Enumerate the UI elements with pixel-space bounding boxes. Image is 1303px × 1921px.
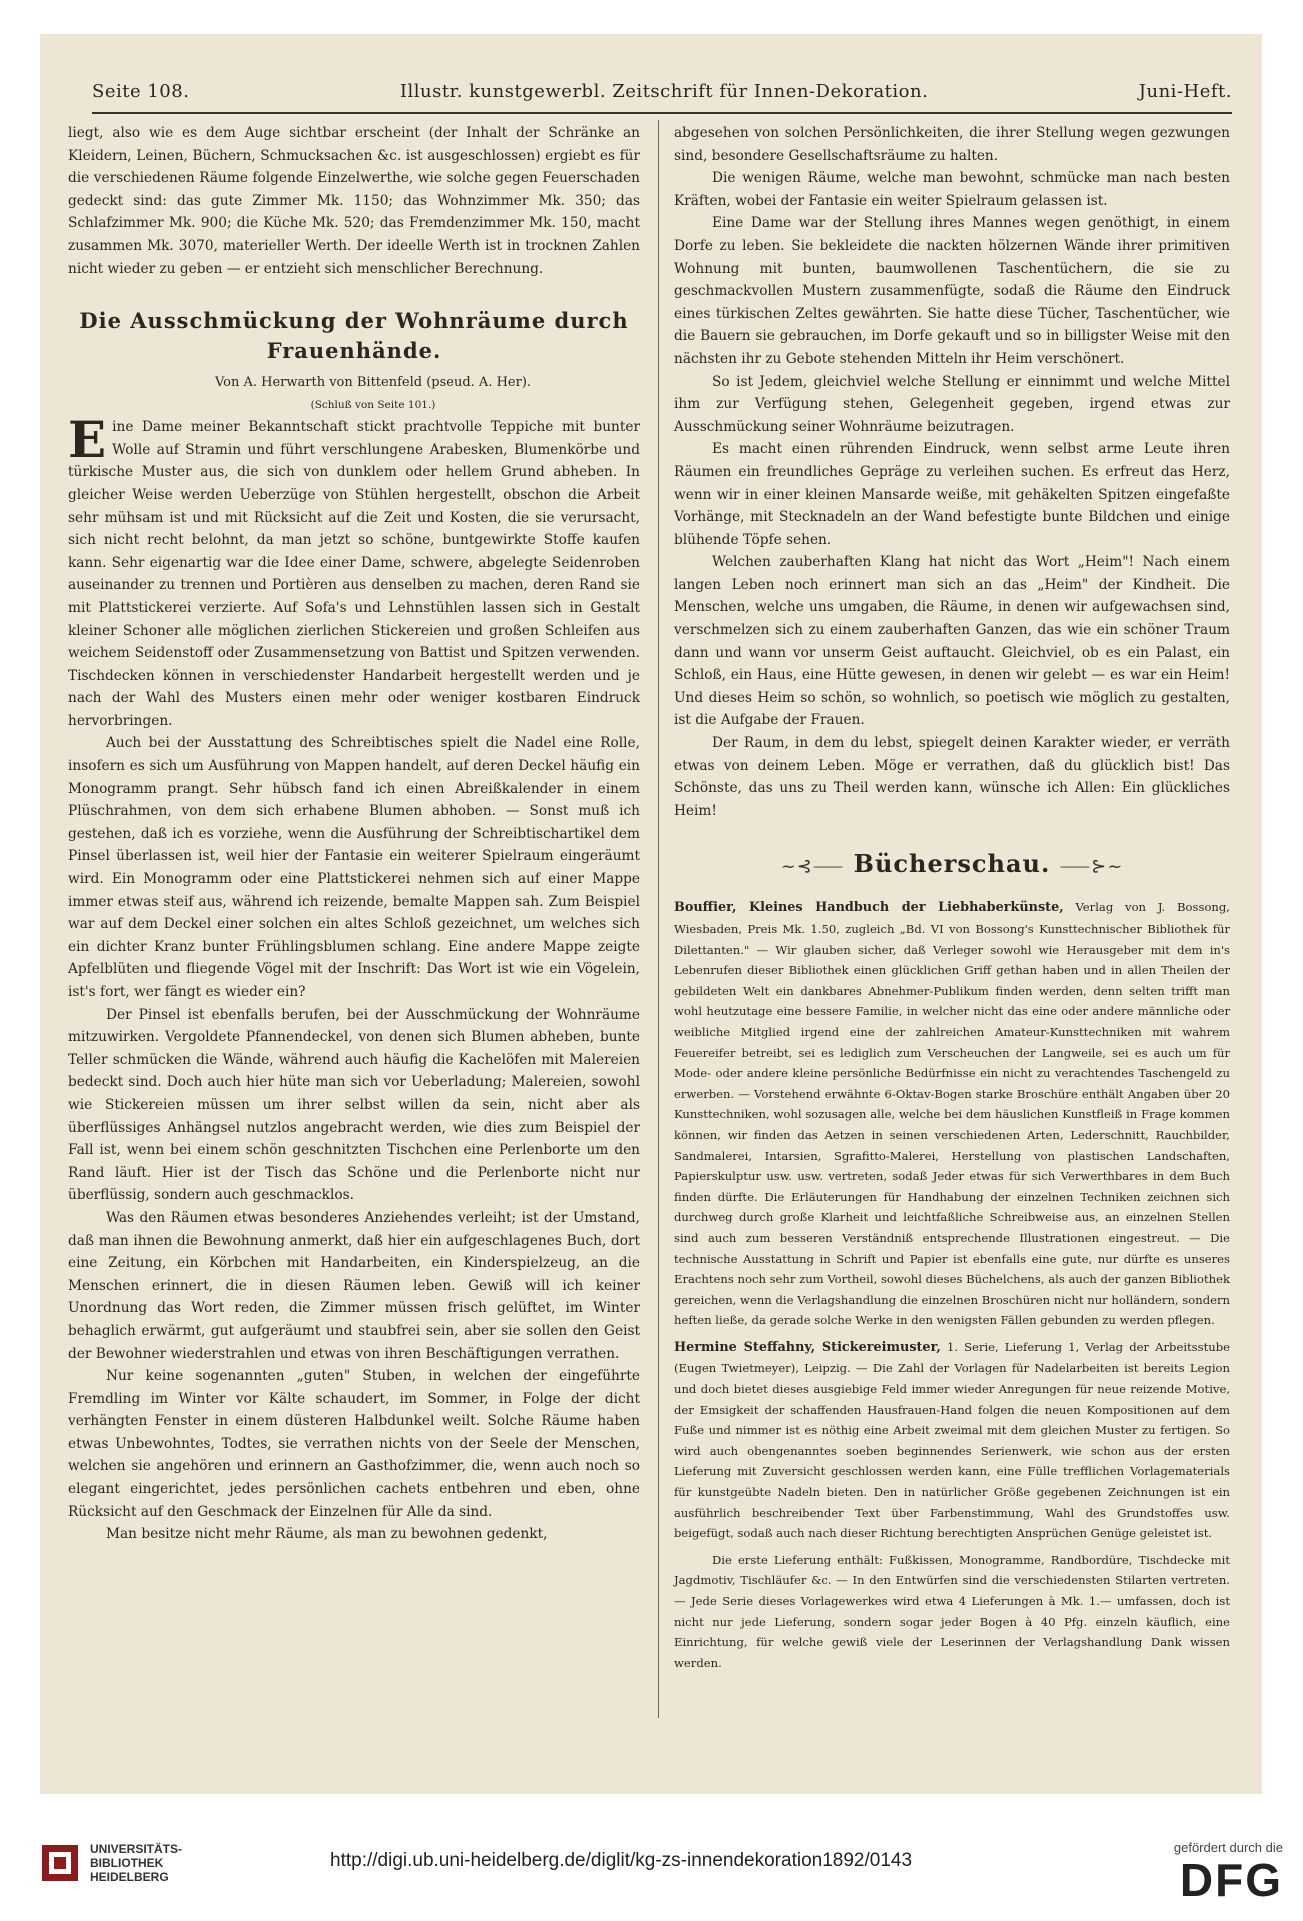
- library-name: [90, 1842, 182, 1884]
- paragraph: Die wenigen Räume, welche man bewohnt, schmücke man nach besten Kräften, wobei der Fantasie ein weiter Spielraum gelassen ist.: [674, 170, 1230, 209]
- library-seal-icon: [40, 1843, 80, 1883]
- article-title: Die Ausschmückung der Wohnräume durch Frauenhände.: [79, 308, 629, 364]
- paragraph: Nur keine sogenannten „guten" Stuben, in welchen der eingeführte Fremdling im Winter vor Kälte schaudert, im Sommer, in Folge der dicht verhängten Fenster in einem düsteren Halbdunkel weilt. Solche Räume haben etwas Unbewohntes, Todtes, sie verrathen nichts von der Seele der Menschen, welchen sie angehören und erinnern an Gasthofzimmer, die, wenn auch noch so elegant eingerichtet, jedes persönlichen cachets entbehren und eben, ohne Rücksicht auf den Geschmack der Einzelnen für Alle da sind.: [68, 1368, 640, 1520]
- column-divider: [658, 120, 659, 1718]
- paragraph: [68, 410, 640, 732]
- university-library-logo[interactable]: [40, 1842, 182, 1884]
- review-continuation: Die erste Lieferung enthält: Fußkissen, Monogramme, Randbordüre, Tischdecke mit Jagdmotiv, Tischläufer &c. — In den Entwürfen sind die verschiedensten Stilarten vertreten. — Jede Serie dieses Vorlagewerkes wird etwa 4 Lieferungen à Mk. 1.— umfassen, doch ist nicht nur jede Lieferung, sondern sogar jeder Bogen à 40 Pfg. einzeln käuflich, eine Einrichtung, für welche gewiß viele der Leserinnen der Verlagshandlung Dank wissen werden.: [674, 1552, 1230, 1670]
- paragraph: Eine Dame war der Stellung ihres Mannes wegen genöthigt, in einem Dorfe zu leben. Sie bekleidete die nackten hölzernen Wände ihrer primitiven Wohnung mit bunten, baumwollenen Taschentüchern, die sie zu geschmackvollen Mustern zusammenfügte, sodaß die Räume den Eindruck eines türkischen Zeltes gewährten. Sie hatte diese Tücher, Taschentücher, wie die Bauern sie gebrauchen, im Dorfe gekauft und so in billigster Weise mit den nächsten ihr zu Gebote stehenden Mitteln ihr Heim verschönert.: [674, 215, 1230, 367]
- paragraph: Welchen zauberhaften Klang hat nicht das Wort „Heim"! Nach einem langen Leben noch erinnert man sich an das „Heim" der Kindheit. Die Menschen, welche uns umgaben, die Räume, in denen wir aufgewachsen sind, verschmelzen sich zu einem zauberhaften Ganzen, das wie ein schöner Traum dann und wann vor unserm Geist auftaucht. Gleichviel, ob es ein Palast, ein Schloß, ein Haus, eine Hütte gewesen, in denen wir gelebt — es war ein Heim! Und dieses Heim so schön, so wohnlich, so poetisch wie möglich zu gestalten, ist die Aufgabe der Frauen.: [674, 554, 1230, 729]
- paragraph: So ist Jedem, gleichviel welche Stellung er einnimmt und welche Mittel ihm zur Verfügung stehen, Gelegenheit gegeben, irgend etwas zur Ausschmückung seiner Wohnräume beizutragen.: [674, 373, 1230, 435]
- ornament-right-icon: ⸺⊱~: [1059, 856, 1124, 878]
- review-entry: [674, 1337, 1230, 1544]
- ornament-left-icon: ~⊰⸺: [780, 856, 845, 878]
- dfg-credit[interactable]: [1174, 1840, 1283, 1905]
- review-text: 1. Serie, Lieferung 1, Verlag der Arbeitsstube (Eugen Twietmeyer), Leipzig. — Die Zahl der Vorlagen für Nadelarbeiten ist bereits Legion und doch bietet dieses ausgiebige Feld immer wieder Anregungen für neue reizende Motive, der Emsigkeit der schaffenden Hausfrauen-Hand folgen die neuen Kompositionen auf dem Fuße und nimmer ist es nöthig eine Arbeit zweimal mit dem gleichen Muster zu fertigen. So wird auch obengenanntes soeben beginnendes Serienwerk, wie schon aus der ersten Lieferung mit Zuversicht geschlossen werden kann, eine Fülle trefflichen Vorlagematerials für kunstgeübte Nadeln bieten. Den in natürlicher Größe gegebenen Zeichnungen ist ein ausführlich beschreibender Text über Farbenstimmung, Wahl des Grundstoffes usw. beigefügt, sodaß auch nach dieser Richtung berechtigten Ansprüchen Genüge geleistet ist.: [674, 1339, 1230, 1541]
- scanned-page: [40, 34, 1262, 1794]
- section-title-text: Bücherschau.: [853, 849, 1051, 879]
- drop-cap: E: [68, 410, 107, 470]
- library-name-line: UNIVERSITÄTS-: [90, 1842, 183, 1856]
- paragraph: Auch bei der Ausstattung des Schreibtisches spielt die Nadel eine Rolle, insofern es sich um Ausführung von Mappen handelt, auf deren Deckel häufig ein Monogramm prangt. Sehr hübsch fand ich einen Abreißkalender in einem Plüschrahmen, von dem sich erhabene Blumen abhoben. — Sonst muß ich gestehen, daß ich es vorziehe, wenn die Ausführung der Schreibtischartikel dem Pinsel überlassen ist, weil hier der Fantasie ein weiterer Spielraum eingeräumt wird. Ein Monogramm oder eine Plattstickerei nehmen sich auf einer Mappe immer etwas steif aus, während ich reizende, bemalte Mappen sah. Zum Beispiel war auf dem Deckel einer solchen ein altes Schloß gezeichnet, um welches sich ein dichter Kranz bunter Frühlingsblumen schlang. Eine andere Mappe zeigte Apfelblüten und fliegende Vögel mit der Inschrift: Das Wort ist wie ein Vögelein, ist's fort, wer fängt es wieder ein?: [68, 735, 640, 1000]
- review-heading: Hermine Steffahny, Stickereimuster,: [674, 1339, 941, 1355]
- paragraph: Der Pinsel ist ebenfalls berufen, bei der Ausschmückung der Wohnräume mitzuwirken. Vergoldete Pfannendeckel, von denen sich Blumen abheben, bunte Teller schmücken die Wände, während auch häufig die Kachelöfen mit Malereien bedeckt sind. Doch auch hier hüte man sich vor Ueberladung; Malereien, sowohl wie Stickereien müssen um ihrer selbst willen da sein, nicht aber als überflüssiges Anhängsel nutzlos angebracht werden, wie dies zum Beispiel der Fall ist, wenn bei einem schön geschnitzten Tischchen eine Perlenborte um den Rand läuft. Hier ist der Tisch das Schöne und die Perlenborte nicht nur überflüssig, sondern auch geschmacklos.: [68, 1006, 640, 1204]
- review-heading: Bouffier, Kleines Handbuch der Liebhaberkünste,: [674, 900, 1064, 916]
- header-rule: [92, 112, 1232, 114]
- right-column: [674, 122, 1230, 1673]
- paragraph-text: ine Dame meiner Bekanntschaft stickt prachtvolle Teppiche mit bunter Wolle auf Stramin und führt verschlungene Arabesken, Blumenkörbe und türkische Muster aus, die sich von dunklem oder hellem Grund abheben. In gleicher Weise werden Ueberzüge von Stühlen hergestellt, obschon die Arbeit sehr mühsam ist und mit Rücksicht auf die Zeit und Kosten, die sie verursacht, sich nicht recht belohnt, da man jetzt so schöne, buntgewirkte Stoffe kaufen kann. Sehr eigenartig war die Idee einer Dame, schwere, abgelegte Seidenroben auseinander zu trennen und Portièren aus denselben zu machen, deren Rand sie mit Plattstickerei verzierte. Auf Sofa's und Lehnstühlen lassen sich in Gestalt kleiner Schoner alle möglichen zierlichen Stickereien und großen Schleifen aus weichem Seidenstoff oder Zusammensetzung von Battist und Spitzen verwenden. Tischdecken können in verschiedenster Handarbeit hergestellt werden und je nach der Wahl des Musters einen mehr oder weniger kostbaren Eindruck hervorbringen.: [68, 419, 640, 729]
- review-text: Verlag von J. Bossong, Wiesbaden, Preis Mk. 1.50, zugleich „Bd. VI von Bossong's Kunsttechnischer Bibliothek für Dilettanten." — Wir glauben sicher, daß Verleger sowohl wie Herausgeber mit dem in's Lebenrufen dieser Bibliothek einen glücklichen Griff gethan haben und in allen Theilen der gebildeten Welt ein dankbares Abnehmer-Publikum finden werden, denn selten trifft man wohl heutzutage eine bessere Familie, in welcher nicht das eine oder andere männliche oder weibliche Mitglied irgend eine der zahlreichen Amateur-Kunsttechniken mit wahrem Feuereifer betreibt, sei es lediglich zum Verscheuchen der Langweile, sei es auch um für Mode- oder andere kleine persönliche Bedürfnisse ein nicht zu verachtendes Taschengeld zu erwerben. — Vorstehend erwähnte 6-Oktav-Bogen starke Broschüre enthält Angaben über 20 Kunsttechniken, wohl sozusagen alle, welche bei dem häuslichen Kunstfleiß in Frage kommen können, wir finden das Aetzen in seinen verschiedenen Arten, Lederschnitt, Rauchbilder, Sandmalerei, Intarsien, Sgrafitto-Malerei, Herstellung von plastischen Landschaften, Papierskulptur usw. usw. vertreten, sodaß Jeder etwas für sich Verwerthbares in dem Buch finden dürfte. Die Erläuterungen für Handhabung der einzelnen Techniken zeichnen sich durchweg durch große Klarheit und leichtfaßliche Schreibweise aus, an einzelnen Stellen sind auch zum besseren Verständniß entsprechende Illustrationen eingestreut. — Die technische Ausstattung in Schrift und Papier ist ebenfalls eine gute, nur dürfte es unseres Erachtens noch sehr zum Vortheil, sowohl dieses Büchelchens, als auch der ganzen Bibliothek gereichen, wenn die Verlagshandlung die einzelnen Broschüren nicht nur holländern, sondern heften ließe, da gerade solche Werke in den wenigsten Fällen gebunden zu werden pflegen.: [674, 900, 1230, 1328]
- library-name-line: HEIDELBERG: [90, 1870, 169, 1884]
- paragraph: Man besitze nicht mehr Räume, als man zu bewohnen gedenkt,: [106, 1526, 548, 1543]
- intro-paragraph: liegt, also wie es dem Auge sichtbar erscheint (der Inhalt der Schränke an Kleidern, Leinen, Büchern, Schmucksachen &c. ist ausgeschlossen) ergiebt es für die verschiedenen Räume folgende Einzelwerthe, wie solche gegen Feuerschaden gedeckt sind: das gute Zimmer Mk. 1150; das Wohnzimmer Mk. 350; das Schlafzimmer Mk. 900; die Küche Mk. 520; das Fremdenzimmer Mk. 150, macht zusammen Mk. 3070, materieller Werth. Der ideelle Werth ist in trocknen Zahlen nicht wieder zu geben — er entzieht sich menschlicher Berechnung.: [68, 125, 640, 277]
- section-title: [674, 844, 1230, 887]
- left-column: [68, 122, 640, 1546]
- review-entry: [674, 897, 1230, 1330]
- byline: Von A. Herwarth von Bittenfeld (pseud. A. Her).: [214, 375, 532, 391]
- dfg-caption: gefördert durch die: [1173, 1840, 1283, 1855]
- paragraph: Es macht einen rührenden Eindruck, wenn selbst arme Leute ihren Räumen ein freundliches Gepräge zu verleihen suchen. Es erfreut das Herz, wenn wir in einer kleinen Mansarde weiße, mit gehäkelten Spitzen eingefaßte Vorhänge, mit Stecknadeln an der Wand befestigte bunte Bildchen und einige blühende Töpfe sehen.: [674, 441, 1230, 548]
- journal-title: Illustr. kunstgewerbl. Zeitschrift für Innen-Dekoration.: [399, 81, 929, 102]
- permalink-url[interactable]: http://digi.ub.uni-heidelberg.de/diglit/kg-zs-innendekoration1892/0143: [330, 1850, 913, 1871]
- paragraph: Was den Räumen etwas besonderes Anziehendes verleiht; ist der Umstand, daß man ihnen die Bewohnung anmerkt, daß hier ein aufgeschlagenes Buch, dort eine Zeitung, ein Körbchen mit Handarbeiten, ein Kinderspielzeug, an die Menschen erinnert, die in diesen Räumen leben. Gewiß will ich keiner Unordnung das Wort reden, die Zimmer müssen frisch gelüftet, im Winter behaglich erwärmt, gut aufgeräumt und staubfrei sein, aber sie sollen den Geist der Bewohner wiederstrahlen und etwas von ihren Beschäftigungen verrathen.: [68, 1209, 640, 1362]
- paragraph: Der Raum, in dem du lebst, spiegelt deinen Karakter wieder, er verräth etwas von deinem Leben. Möge er verrathen, daß du glücklich bist! Das Schönste, das uns zu Theil werden kann, wünsche ich Allen: Ein glückliches Heim!: [674, 735, 1230, 819]
- dfg-logo: DFG: [1179, 1854, 1283, 1906]
- library-name-line: BIBLIOTHEK: [90, 1856, 164, 1870]
- page-number: Seite 108.: [92, 81, 190, 102]
- continuation-note: (Schluß von Seite 101.): [310, 399, 436, 412]
- issue-label: Juni-Heft.: [1138, 81, 1232, 102]
- running-head: [92, 62, 1232, 102]
- paragraph: abgesehen von solchen Persönlichkeiten, die ihrer Stellung wegen gezwungen sind, besondere Gesellschaftsräume zu halten.: [674, 125, 1230, 164]
- footer: [0, 1840, 1303, 1921]
